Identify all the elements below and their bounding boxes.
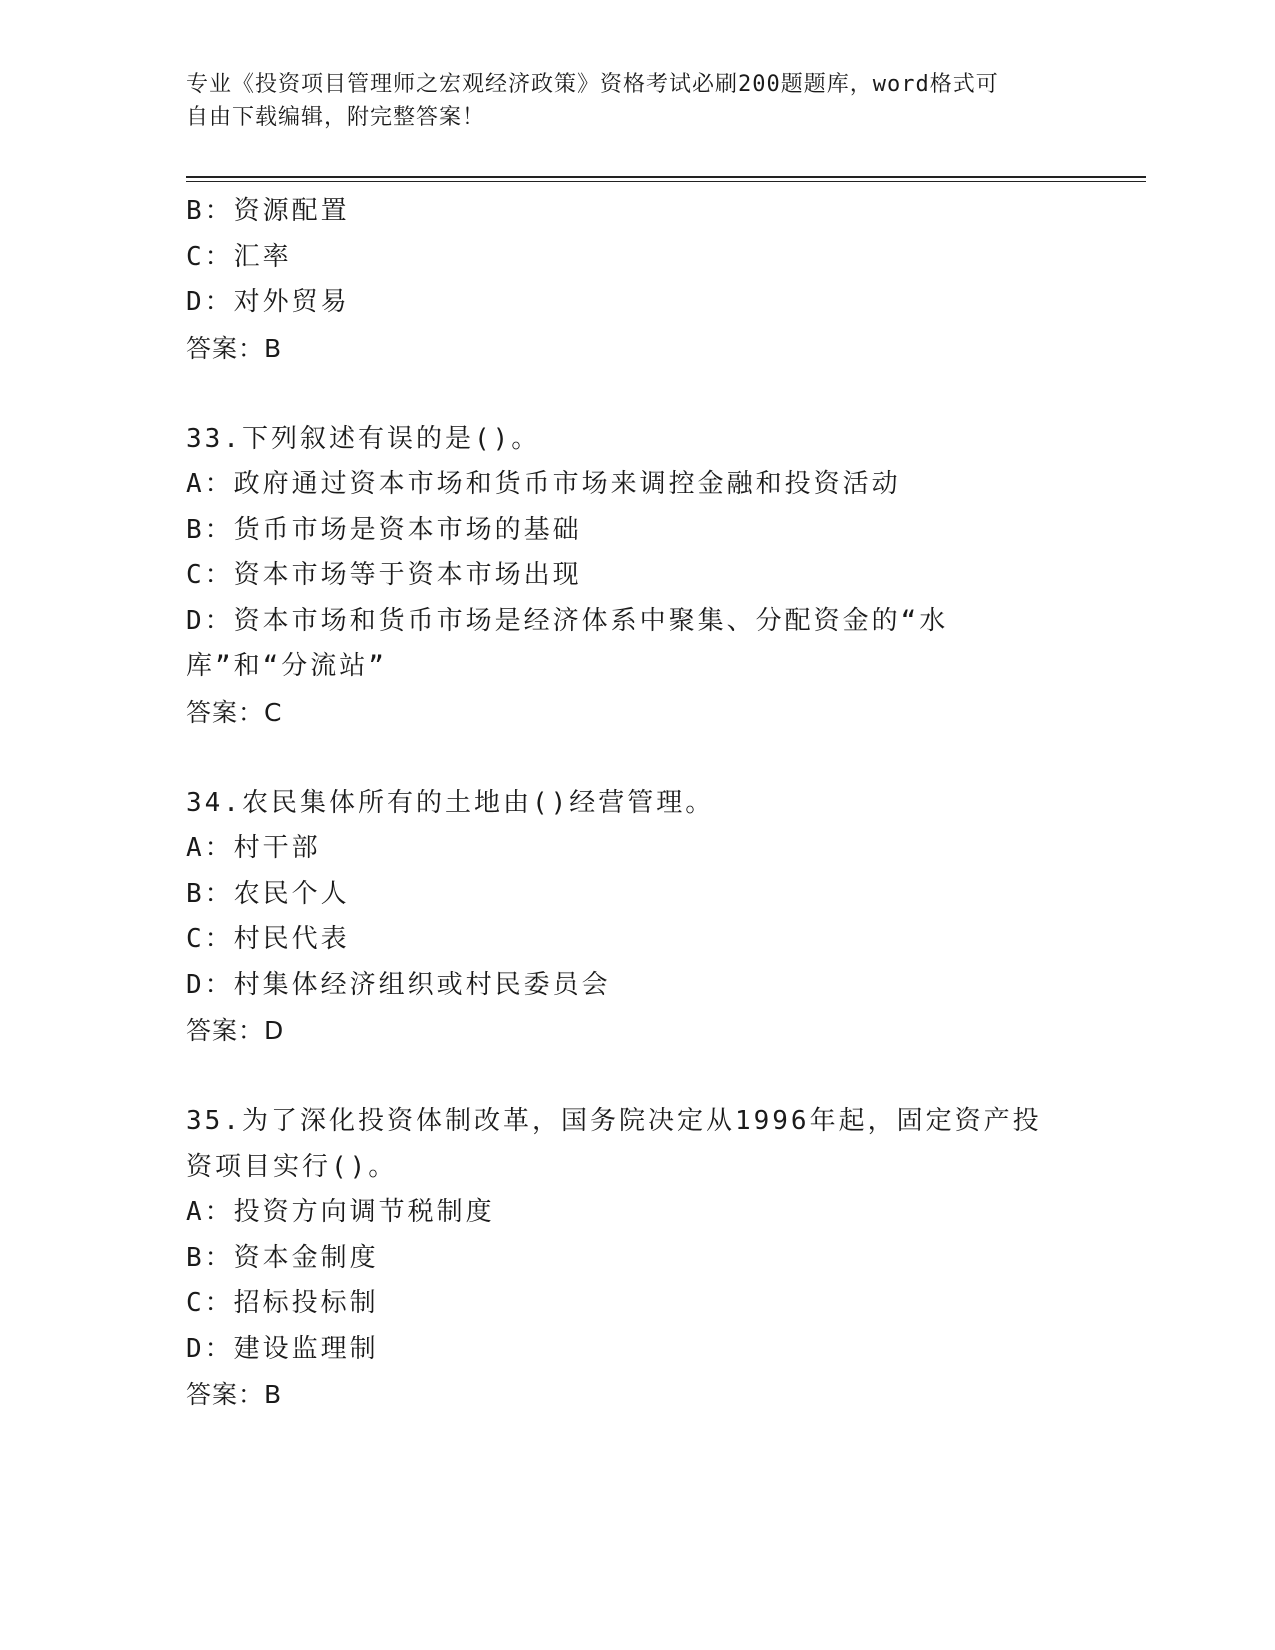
option-c: C：资本市场等于资本市场出现	[186, 560, 582, 590]
option-d: D：建设监理制	[186, 1333, 379, 1364]
question-block-32	[186, 189, 1086, 371]
option-d: D：对外贸易	[186, 287, 350, 317]
option-d: D：资本市场和货币市场是经济体系中聚集、分配资金的“水库”和“分流站”	[186, 605, 949, 681]
option-c: C：招标投标制	[186, 1288, 379, 1318]
question-block-33	[186, 417, 1086, 736]
option-c: C：村民代表	[186, 924, 350, 954]
option-c: C：汇率	[186, 241, 292, 272]
option-b: B：资源配置	[186, 196, 350, 226]
option-a: A：政府通过资本市场和货币市场来调控金融和投资活动	[186, 469, 901, 499]
question-stem: 35.为了深化投资体制改革，国务院决定从1996年起，固定资产投资项目实行()。	[186, 1106, 1042, 1182]
header-divider-thin	[186, 181, 1146, 182]
option-b: B：农民个人	[186, 878, 350, 909]
question-block-34	[186, 781, 1086, 1054]
question-list	[186, 189, 1086, 1418]
answer-line: 答案：B	[186, 333, 283, 363]
header-title-line-2: 自由下载编辑，附完整答案！	[186, 105, 486, 130]
document-header	[186, 68, 1066, 134]
option-a: A：投资方向调节税制度	[186, 1197, 495, 1227]
question-stem: 34.农民集体所有的土地由()经营管理。	[186, 787, 715, 818]
header-title-line-1: 专业《投资项目管理师之宏观经济政策》资格考试必刷200题题库，word格式可	[186, 72, 999, 97]
question-stem: 33.下列叙述有误的是()。	[186, 423, 541, 454]
option-a: A：村干部	[186, 833, 321, 863]
answer-line: 答案：B	[186, 1380, 283, 1409]
option-b: B：货币市场是资本市场的基础	[186, 514, 582, 545]
question-block-35	[186, 1099, 1086, 1418]
option-d: D：村集体经济组织或村民委员会	[186, 969, 611, 1000]
option-b: B：资本金制度	[186, 1242, 379, 1273]
answer-line: 答案：C	[186, 697, 283, 727]
header-divider	[186, 176, 1146, 178]
answer-line: 答案：D	[186, 1016, 285, 1045]
